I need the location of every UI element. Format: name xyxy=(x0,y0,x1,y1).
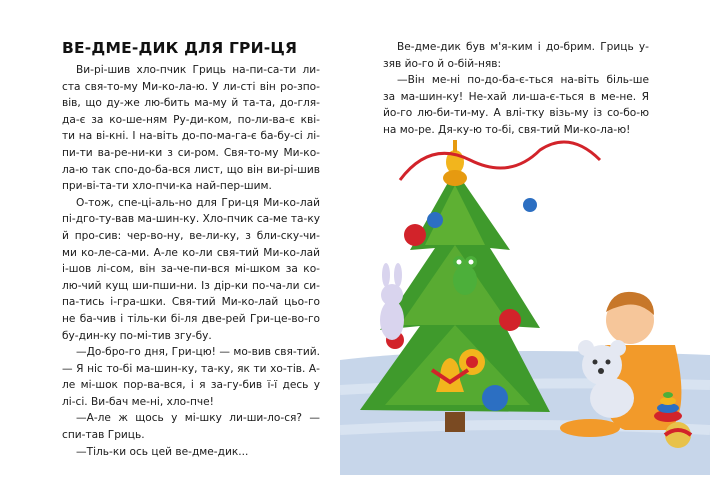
ornament-red xyxy=(404,224,426,246)
tree-topper-icon xyxy=(443,140,467,186)
paragraph-5: —Тіль-ки ось цей ве-дме-дик... xyxy=(76,445,249,458)
christmas-illustration xyxy=(340,130,710,475)
paragraph-6: Ве-дме-дик був м'я-ким і до-брим. Гриць у-зяв йо-го й о-бій-няв: xyxy=(383,41,649,70)
paragraph-1: Ви-рі-шив хло-пчик Гриць на-пи-са-ти ли-ста свя-то-му Ми-ко-ла-ю. У ли-сті він ро-зпо-вів, що ду-же лю-бить ма-му й та-та, до-гля-да-є за ко-ше-ням Ру-ди-ком, по-ли-ва-є кві-ти на ві-кні. І на-віть до-по-ма-га-є ба-бу-сі лі-пи-ти ва-ре-ни-ки з си-ром. Свя-то-му Ми-ко-ла-ю так спо-до-ба-вся лист, що він ви-рі-шив при-ві-та-ти хло-пчи-ка най-пер-шим. xyxy=(62,64,320,193)
paragraph-4: —А-ле ж щось у мі-шку ли-ши-ло-ся? — спи-тав Гриць. xyxy=(62,412,320,442)
ornament-blue xyxy=(523,198,537,212)
ribbon-garland xyxy=(400,142,600,180)
bunny-toy-icon xyxy=(380,263,404,340)
paragraph-7: —Він ме-ні по-до-ба-є-ться на-віть біль-ше за ма-шин-ку! Не-хай ли-ша-є-ться в ме-не. Я йо-го лю-би-ти-му. А влі-тку візь-му із со-бо-ю на мо-ре. Дя-ку-ю то-бі, свя-тий Ми-ко-ла-ю! xyxy=(383,74,649,136)
ball-icon xyxy=(665,422,691,448)
story-title: ВЕ-ДМЕ-ДИК ДЛЯ ГРИ-ЦЯ xyxy=(62,39,298,57)
story-text-right xyxy=(383,39,649,139)
paragraph-3: —До-бро-го дня, Гри-цю! — мо-вив свя-тий.— Я ніс то-бі ма-шин-ку, та-ку, як ти хо-тів. А-ле мі-шок пор-ва-вся, і я за-гу-бив ї-ї десь у лі-сі. Ви-бач ме-ні, хло-пче! xyxy=(62,346,320,408)
paragraph-2: О-тож, спе-ці-аль-но для Гри-ця Ми-ко-лай пі-дго-ту-вав ма-шин-ку. Хло-пчик са-ме та-ку й про-сив: чер-во-ну, ве-ли-ку, з бли-ску-чи-ми ко-ле-са-ми. А-ле ко-ли свя-тий Ми-ко-лай і-шов лі-сом, він за-че-пи-вся мі-шком за ко-лю-чий кущ ши-пши-ни. Із дір-ки по-ча-ли си-па-тись і-гра-шки. Свя-тий Ми-ко-лай цьо-го не ба-чив і тіль-ки бі-ля две-рей Гри-це-во-го бу-дин-ку по-мі-тив згу-бу. xyxy=(62,196,320,342)
ornament-red xyxy=(499,309,521,331)
ornament-blue xyxy=(482,385,508,411)
ornament-blue xyxy=(427,212,443,228)
story-text-left xyxy=(62,62,320,460)
